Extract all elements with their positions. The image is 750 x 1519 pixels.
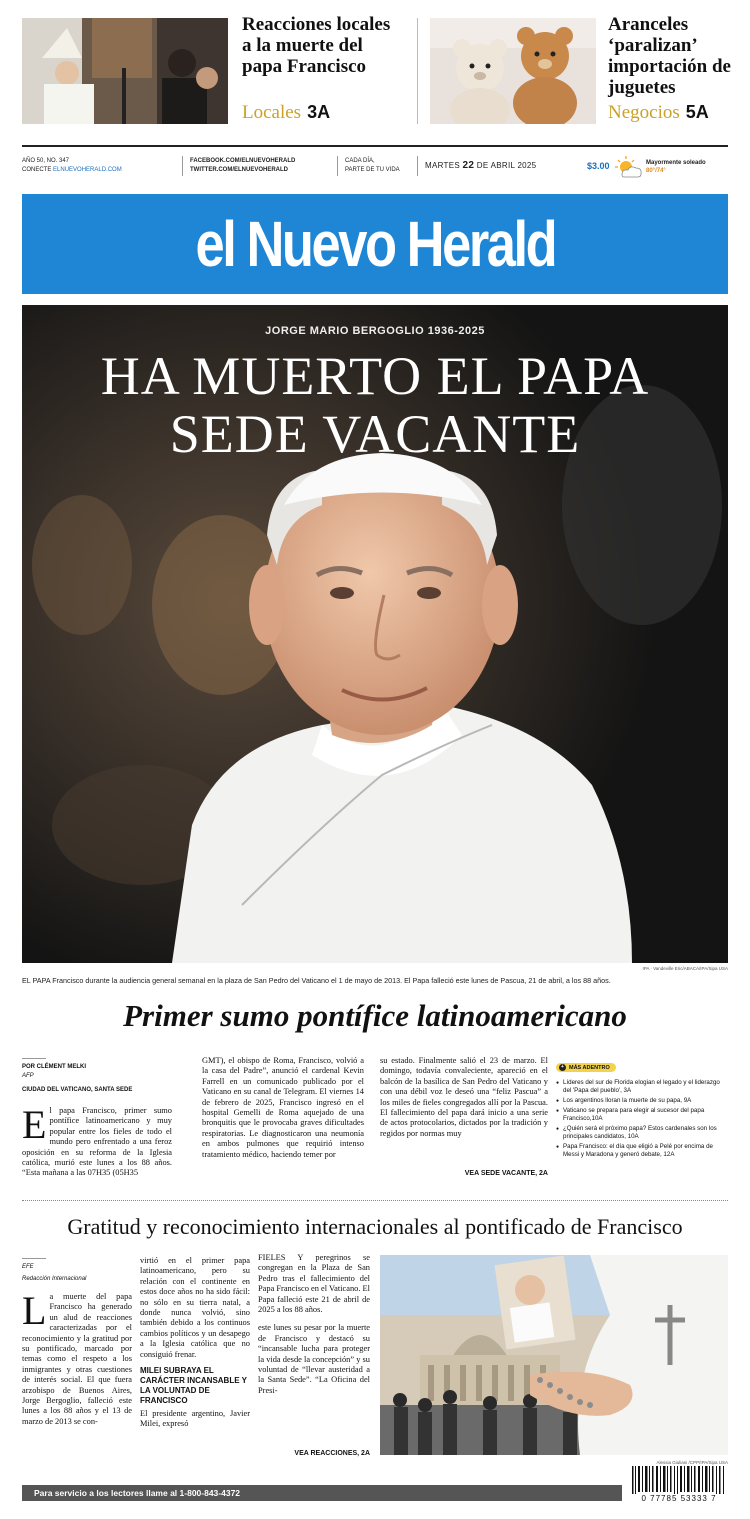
main-story-headline[interactable]: Primer sumo pontífice latinoamericano	[123, 998, 627, 1033]
drop-cap: E	[22, 1102, 47, 1147]
inside-box	[556, 1056, 728, 1161]
inside-list-item[interactable]: ● Líderes del sur de Florida elogian el legado y el liderazgo del 'Papa del pueblo', 3A	[556, 1079, 728, 1095]
teaser-headline: Reacciones locales a la muerte del papa Francisco	[242, 14, 391, 77]
main-story-column-1	[22, 1102, 172, 1179]
byline-agency: EFE	[22, 1264, 34, 1270]
byline-rule	[22, 1258, 46, 1259]
teaser-section	[242, 102, 330, 123]
social-links	[190, 157, 295, 175]
second-story-column-3	[258, 1253, 370, 1396]
hero-headline-line-2: SEDE VACANTE	[169, 404, 581, 464]
hero-headline-line-1: HA MUERTO EL PAPA	[100, 346, 650, 406]
inside-list	[556, 1079, 728, 1159]
second-story-column-1	[22, 1288, 132, 1427]
info-divider	[182, 156, 183, 176]
masthead	[22, 194, 728, 294]
hero-kicker: JORGE MARIO BERGOGLIO 1936-2025	[265, 325, 485, 337]
hero-caption: EL PAPA Francisco durante la audiencia general semanal en la plaza de San Pedro del Vaticano el 1 de mayo de 2013. El Papa falleció este lunes de Pascua, 21 de abril, a los 88 años.	[22, 976, 611, 985]
second-photo-credit: Alessia Giuliani /CPP/IPA/Sipa USA	[656, 1460, 728, 1465]
price: $3.00	[587, 161, 610, 171]
info-divider	[417, 156, 418, 176]
connect-line	[22, 166, 122, 175]
teaser-strip	[22, 12, 731, 130]
second-story-photo	[380, 1255, 728, 1455]
teaser-section-name: Negocios	[608, 102, 680, 123]
byline-author: POR CLÉMENT MELKI	[22, 1064, 86, 1070]
plus-icon: +	[559, 1064, 566, 1071]
teaser-page: 3A	[307, 102, 331, 122]
barcode-bars	[630, 1466, 728, 1496]
teaser-business[interactable]	[430, 12, 731, 130]
info-divider	[337, 156, 338, 176]
website-link[interactable]: ELNUEVOHERALD.COM	[53, 167, 122, 173]
byline-rule	[22, 1058, 46, 1059]
byline-agency: AFP	[22, 1073, 34, 1079]
hero-photo	[22, 305, 728, 963]
weather-description: Mayormente soleado	[646, 160, 706, 166]
weather-forecast	[646, 159, 706, 175]
partly-sunny-icon	[614, 155, 644, 179]
hero-photo-credit: IPA · Vandeville Eric/ABACA/IPA/Sipa USA	[642, 966, 728, 971]
connect-label: CONECTE	[22, 167, 52, 173]
second-story-column-2	[140, 1256, 250, 1430]
column-text: a muerte del papa Francisco ha generado un alud de reacciones caracterizadas por el reconocimiento y la gratitud por su pontificado, marcado por temas como el respeto a los inmigrantes y otras cuestiones de interés social. El que fuera arzobispo de Buenos Aires, Jorge Bergoglio, falleció este lunes a los 88 años y el 13 de marzo de 2013 se con-	[22, 1292, 132, 1426]
reader-service-bar: Para servicio a los lectores llame al 1-800-843-4372	[22, 1485, 622, 1501]
slogan-line-2: PARTE DE TU VIDA	[345, 167, 400, 173]
byline-dateline: CIUDAD DEL VATICANO, SANTA SEDE	[22, 1087, 133, 1093]
edition-date	[425, 161, 536, 170]
column-text: virtió en el primer papa latinoamericano, pero su relación con el continente en estos doce años no ha sido fácil: no sólo en su tierra natal, a donde nunca volvió, sino también debido a los continuos cambios políticos y un desapego a la Iglesia católica que no consiguió frenar.	[140, 1256, 250, 1359]
teaser-photo-teddy-bears	[430, 18, 596, 124]
column-text: l papa Francisco, primer sumo pontífice latinoamericano y muy popular entre los fieles de todo el mundo pero enfrentado a una feroz oposición en su reforma de la Iglesia católica, murió este lunes a los 88 años. “Esta mañana a las 07H35 (05H35	[22, 1106, 172, 1178]
teaser-headline: Aranceles ‘paralizan’ importación de juguetes	[608, 14, 731, 98]
second-story-byline	[22, 1258, 132, 1284]
drop-cap: L	[22, 1288, 47, 1333]
inside-badge	[556, 1063, 616, 1072]
barcode-number: 0 77785 53333 7	[630, 1494, 728, 1503]
issue-number: AÑO 50, NO. 347	[22, 158, 70, 164]
inside-list-item[interactable]: ● ¿Quién será el próximo papa? Estos cardenales son los principales candidatos, 10A	[556, 1125, 728, 1141]
date-month-year: DE ABRIL 2025	[476, 161, 537, 170]
second-story-headline[interactable]: Gratitud y reconocimiento internacionales al pontificado de Francisco	[67, 1214, 683, 1239]
facebook-link[interactable]: FACEBOOK.COM/ELNUEVOHERALD	[190, 158, 296, 164]
teaser-section-name: Locales	[242, 102, 302, 123]
jump-link-reacciones[interactable]: VEA REACCIONES, 2A	[294, 1450, 370, 1457]
main-story-byline	[22, 1058, 162, 1095]
photo-caption: FIELES Y peregrinos se congregan en la Plaza de San Pedro tras el fallecimiento del Papa Francisco en el Vaticano. El Papa falleció este 21 de abril de 2025 a los 88 años.	[258, 1253, 370, 1315]
main-story-column-3: su estado. Finalmente salió el 23 de marzo. El domingo, todavía convaleciente, apareció en el balcón de la basílica de San Pedro del Vaticano y con una débil voz le deseó una “feliz Pascua” a los miles de fieles congregados allí por la Pascua. El fallecimiento del papa dará inicio a una serie de actos protocolarios, dictados por la tradición y regidos por normas muy	[380, 1056, 548, 1138]
section-divider	[22, 1200, 728, 1201]
date-weekday: MARTES	[425, 161, 460, 170]
date-day: 22	[462, 160, 475, 171]
jump-link-sede-vacante[interactable]: VEA SEDE VACANTE, 2A	[464, 1170, 548, 1177]
newspaper-logo: el Nuevo Herald	[195, 208, 555, 280]
inside-list-item[interactable]: ● Vaticano se prepara para elegir al sucesor del papa Francisco,10A	[556, 1107, 728, 1123]
weather-temperature: 80°/74°	[646, 168, 666, 174]
issue-info	[22, 157, 122, 175]
slogan-line-1: CADA DÍA,	[345, 158, 375, 164]
inside-list-item[interactable]: ● Papa Francisco: el día que eligió a Pelé por encima de Messi y Maradona y generó debate, 12A	[556, 1143, 728, 1159]
twitter-link[interactable]: TWITTER.COM/ELNUEVOHERALD	[190, 167, 288, 173]
byline-dateline: Redacción Internacional	[22, 1276, 87, 1282]
teaser-section	[608, 102, 709, 123]
column-text: El presidente argentino, Javier Milei, expresó	[140, 1409, 250, 1429]
inside-badge-label: MÁS ADENTRO	[569, 1065, 610, 1071]
main-story-column-2: GMT), el obispo de Roma, Francisco, volvió a la casa del Padre”, anunció el cardenal Kevin Farrell en un comunicado publicado por el Vaticano en su canal de Telegram. El viernes 14 de febrero de 2025, Francisco ingresó en el hospital Gemelli de Roma aquejado de una bronquitis que le provocaba graves dificultades respiratorias. Le diagnosticaron una neumonía en ambos pulmones que requirió intenso tratamiento médico, haciendo temer por	[202, 1056, 364, 1159]
slogan	[345, 157, 400, 175]
inside-list-item[interactable]: ● Los argentinos lloran la muerte de su papa, 9A	[556, 1097, 728, 1105]
edition-info-bar	[22, 145, 728, 181]
column-text: este lunes su pesar por la muerte de Francisco y destacó su “incansable lucha para proteger la vida desde la concepción” y su voluntad de “llevar austeridad a la Santa Sede”. “La Oficina del Presi-	[258, 1323, 370, 1395]
teaser-page: 5A	[685, 102, 709, 122]
teaser-divider	[417, 18, 418, 124]
teaser-local[interactable]	[22, 12, 402, 130]
teaser-photo-mourning	[22, 18, 228, 124]
second-story-subhead: MILEI SUBRAYA EL CARÁCTER INCANSABLE Y LA VOLUNTAD DE FRANCISCO	[140, 1366, 247, 1406]
